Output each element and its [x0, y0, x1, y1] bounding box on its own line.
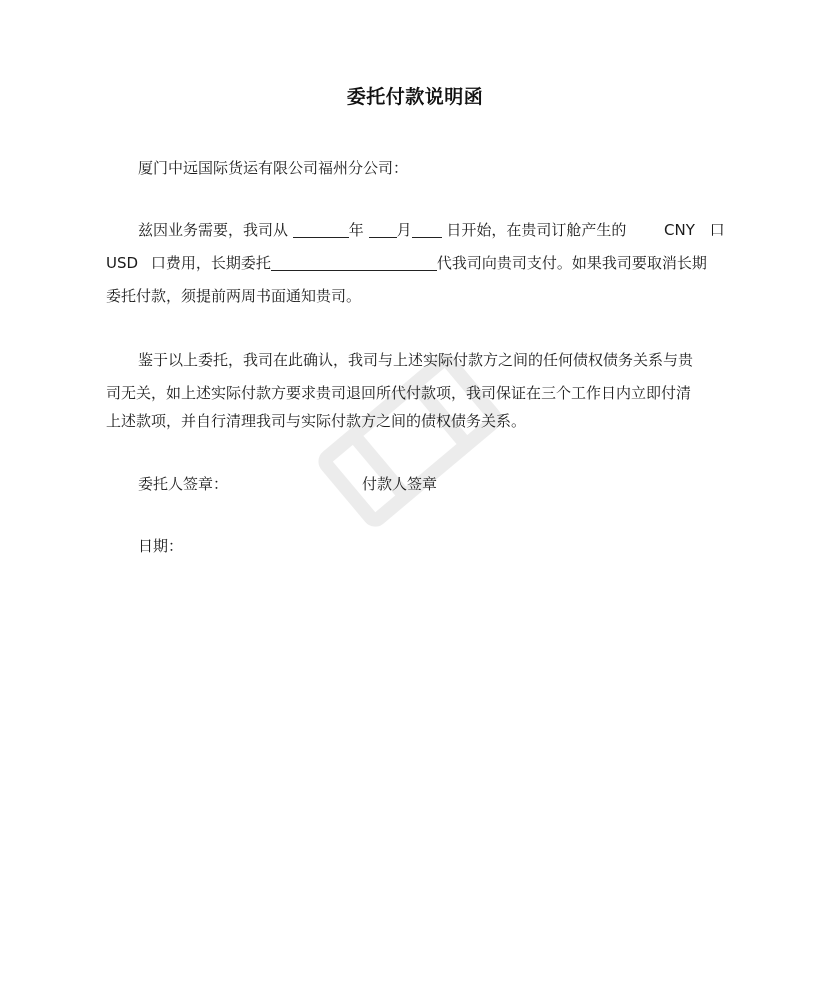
para1-text-d: 代我司向贵司支付。如果我司要取消长期 [436, 254, 707, 272]
usd-label: USD [106, 254, 139, 272]
payer-signature-label: 付款人签章 [362, 475, 438, 493]
start-month-blank [369, 221, 397, 238]
cny-checkbox: 口 [709, 221, 725, 239]
para1-line1 [138, 220, 626, 240]
page-title: 委托付款说明函 [346, 86, 484, 108]
cny-option [664, 220, 725, 240]
addressee: 厦门中远国际货运有限公司福州分公司： [138, 159, 409, 177]
cny-label: CNY [664, 221, 695, 239]
year-label: 年 [348, 221, 364, 239]
principal-signature-label: 委托人签章： [138, 475, 229, 493]
start-day-blank [412, 221, 442, 238]
payer-name-blank [271, 254, 437, 271]
para2-line2: 司无关，如上述实际付款方要求贵司退回所代付款项，我司保证在三个工作日内立即付清 [106, 384, 692, 402]
para2-line1: 鉴于以上委托，我司在此确认，我司与上述实际付款方之间的任何债权债务关系与贵 [138, 351, 694, 369]
para1-line2 [106, 253, 707, 273]
month-label: 月 [396, 221, 412, 239]
para1-text-c: 口费用，长期委托 [150, 254, 271, 272]
date-label: 日期： [138, 537, 184, 555]
para2-line3: 上述款项，并自行清理我司与实际付款方之间的债权债务关系。 [106, 412, 527, 430]
para1-text-a: 兹因业务需要，我司从 [138, 221, 289, 239]
para1-line3: 委托付款，须提前两周书面通知贵司。 [106, 287, 362, 305]
para1-text-b: 日开始，在贵司订舱产生的 [446, 221, 627, 239]
start-year-blank [293, 221, 349, 238]
